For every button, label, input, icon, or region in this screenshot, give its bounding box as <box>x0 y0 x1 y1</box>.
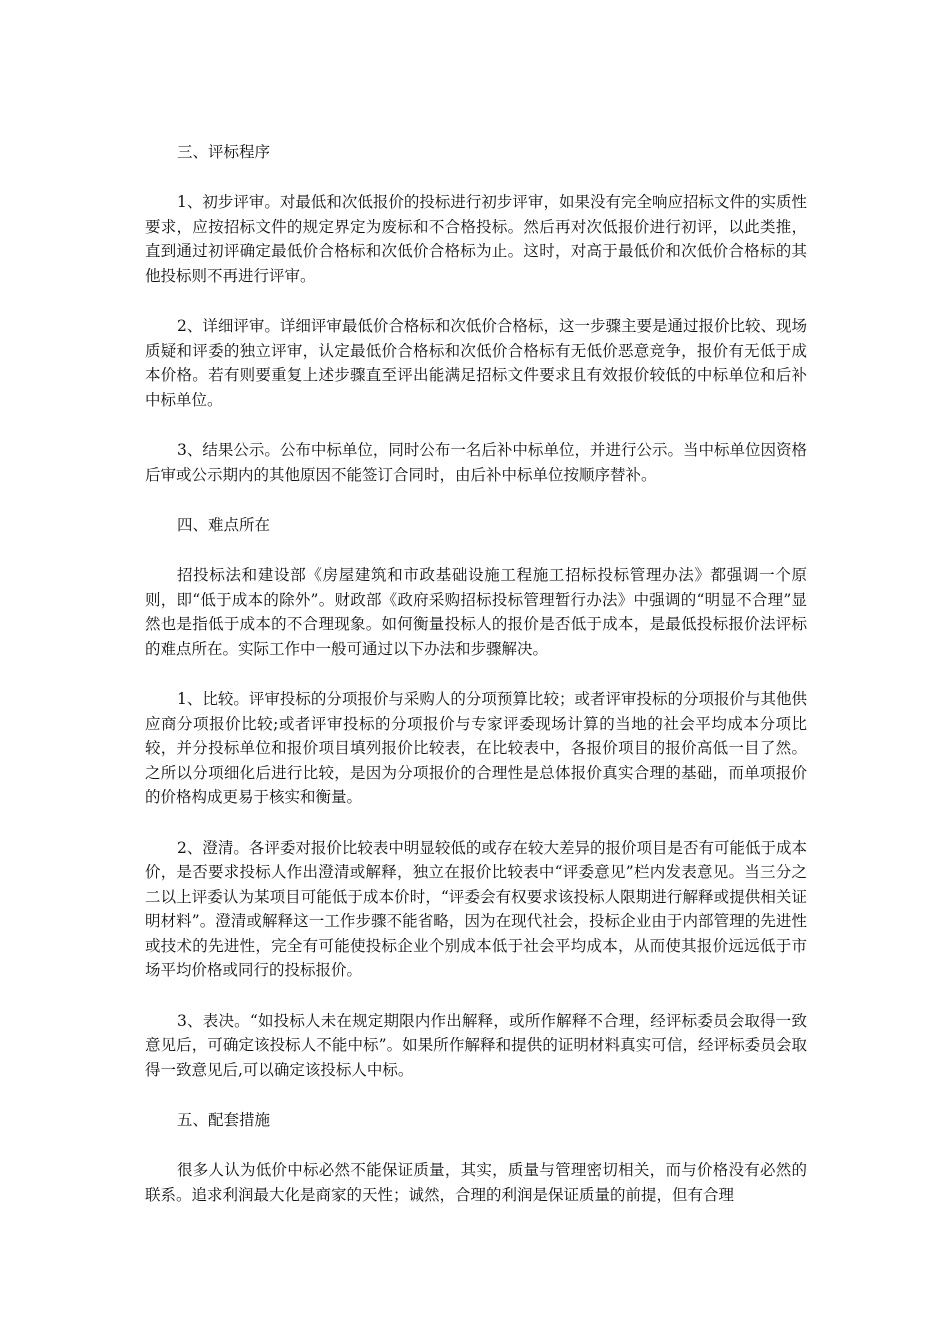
section-heading-evaluation-procedure: 三、评标程序 <box>177 143 271 161</box>
paragraph-clarification: 2、澄清。各评委对报价比较表中明显较低的或存在较大差异的报价项目是否有可能低于成本价，是否要求投标人作出澄清或解释，独立在报价比较表中“评委意见”栏内发表意见。当三分之二以上评委认为某项目可能低于成本价时，“评委会有权要求该投标人限期进行解释或提供相关证明材料”。澄清或解释这一工作步骤不能省略，因为在现代社会，投标企业由于内部管理的先进性或技术的先进性，完全有可能使投标企业个别成本低于社会平均成本，从而使其报价远远低于市场平均价格或同行的投标报价。 <box>145 838 807 979</box>
paragraph-difficulty-intro: 招投标法和建设部《房屋建筑和市政基础设施工程施工招标投标管理办法》都强调一个原则，即“低于成本的除外”。财政部《政府采购招标投标管理暂行办法》中强调的“明显不合理”显然也是指低于成本的不合理现象。如何衡量投标人的报价是否低于成本，是最低投标报价法评标的难点所在。实际工作中一般可通过以下办法和步骤解决。 <box>145 566 807 658</box>
section-heading-supporting-measures: 五、配套措施 <box>177 1111 271 1129</box>
section-heading-difficulties: 四、难点所在 <box>177 516 271 534</box>
paragraph-preliminary-review: 1、初步评审。对最低和次低报价的投标进行初步评审，如果没有完全响应招标文件的实质性要求，应按招标文件的规定界定为废标和不合格投标。然后再对次低报价进行初评，以此类推，直到通过初评确定最低价合格标和次低价合格标为止。这时，对高于最低价和次低价合格标的其他投标则不再进行评审。 <box>145 193 807 285</box>
paragraph-result-publication: 3、结果公示。公布中标单位，同时公布一名后补中标单位，并进行公示。当中标单位因资格后审或公示期内的其他原因不能签订合同时，由后补中标单位按顺序替补。 <box>145 441 807 484</box>
paragraph-vote: 3、表决。“如投标人未在规定期限内作出解释，或所作解释不合理，经评标委员会取得一致意见后，可确定该投标人不能中标”。如果所作解释和提供的证明材料真实可信，经评标委员会取得一致意见后,可以确定该投标人中标。 <box>145 1011 807 1079</box>
paragraph-quality-and-price: 很多人认为低价中标必然不能保证质量，其实，质量与管理密切相关，而与价格没有必然的联系。追求利润最大化是商家的天性；诚然，合理的利润是保证质量的前提，但有合理 <box>145 1161 807 1204</box>
paragraph-comparison: 1、比较。评审投标的分项报价与采购人的分项预算比较；或者评审投标的分项报价与其他供应商分项报价比较;或者评审投标的分项报价与专家评委现场计算的当地的社会平均成本分项比较，并分投标单位和报价项目填列报价比较表，在比较表中，各报价项目的报价高低一目了然。之所以分项细化后进行比较，是因为分项报价的合理性是总体报价真实合理的基础，而单项报价的价格构成更易于核实和衡量。 <box>145 690 807 806</box>
paragraph-detailed-review: 2、详细评审。详细评审最低价合格标和次低价合格标，这一步骤主要是通过报价比较、现场质疑和评委的独立评审，认定最低价合格标和次低价合格标有无低价恶意竞争，报价有无低于成本价格。若有则要重复上述步骤直至评出能满足招标文件要求且有效报价较低的中标单位和后补中标单位。 <box>145 317 807 409</box>
document-body <box>145 140 807 1207</box>
